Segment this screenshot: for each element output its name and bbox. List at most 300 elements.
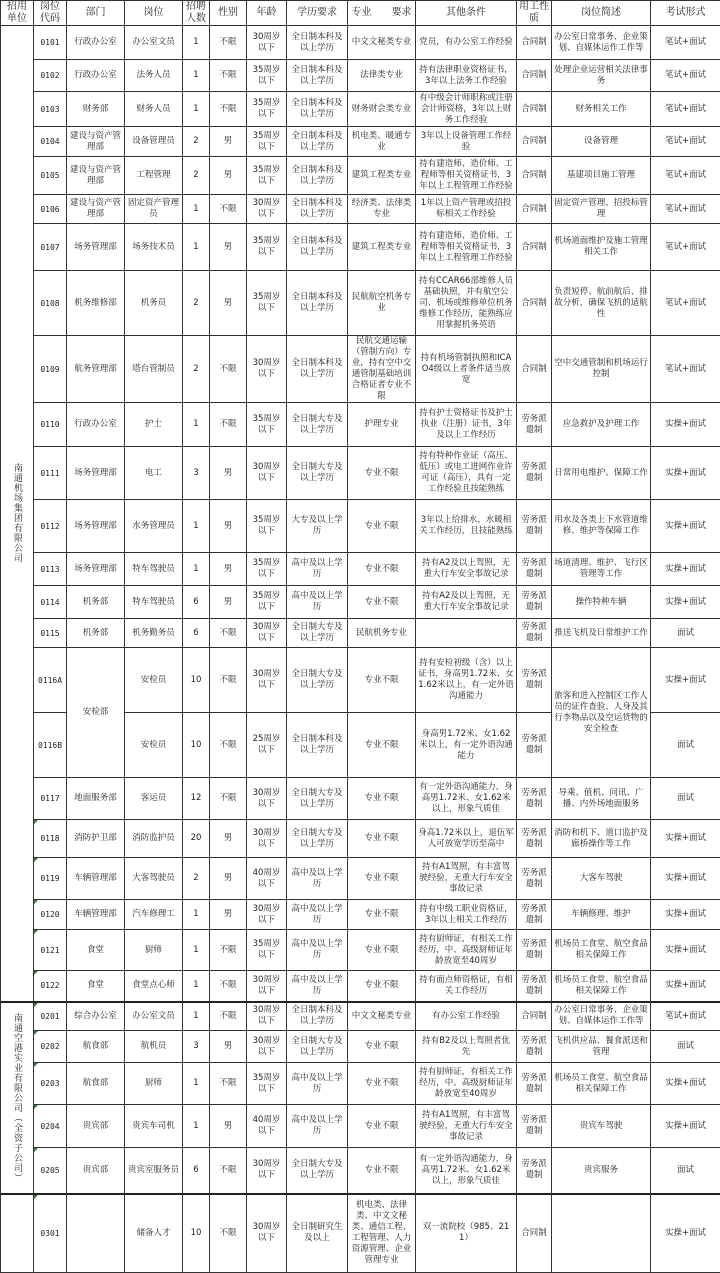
cell-other: 持有建造师、造价师、工程师等相关资格证书，3年以上工程管理工作经验	[416, 224, 517, 271]
table-row	[1, 157, 720, 195]
header-row	[1, 1, 720, 26]
cell-num: 1	[183, 900, 210, 930]
cell-code: 0102	[34, 60, 67, 92]
cell-edu: 全日制本科及以上学历	[287, 224, 348, 271]
cell-code: 0113	[34, 553, 67, 586]
cell-dept: 建设与资产管理部	[67, 195, 125, 224]
cell-other: 持有A1驾照，有丰富驾驶经验，无重大行车安全事故记录	[416, 858, 517, 900]
cell-exam: 笔试+面试	[651, 195, 720, 224]
cell-num: 3	[183, 1031, 210, 1063]
table-row	[1, 336, 720, 403]
cell-dept: 行政办公室	[67, 403, 125, 447]
cell-age: 30周岁以下	[247, 1031, 287, 1063]
cell-edu: 全日制大专及以上学历	[287, 778, 348, 820]
cell-num: 2	[183, 858, 210, 900]
cell-other: 持有安检初级（含）以上证书，身高男1.72米、女1.62米以上，有一定外语沟通能力	[416, 648, 517, 713]
cell-other: 3年以上给排水、水暖相关工作经历，且技能熟练	[416, 500, 517, 553]
table-row	[1, 1148, 720, 1194]
cell-post: 场务技术员	[125, 224, 183, 271]
cell-exam: 实操+面试	[651, 553, 720, 586]
cell-code: 0106	[34, 195, 67, 224]
cell-age: 30周岁以下	[247, 26, 287, 60]
table-row	[1, 60, 720, 92]
cell-major: 专业不限	[348, 1063, 416, 1105]
cell-dept: 食堂	[67, 930, 125, 971]
table-row	[1, 1031, 720, 1063]
cell-num: 1	[183, 930, 210, 971]
cell-post: 特车驾驶员	[125, 553, 183, 586]
cell-sex: 男	[210, 858, 247, 900]
cell-num: 2	[183, 336, 210, 403]
header-desc: 岗位简述	[552, 1, 651, 26]
cell-sex: 不限	[210, 648, 247, 713]
header-type: 用工性质	[517, 1, 552, 26]
cell-major: 建筑工程类专业	[348, 157, 416, 195]
cell-edu: 全日制本科及以上学历	[287, 713, 348, 778]
cell-major: 专业不限	[348, 1105, 416, 1148]
cell-major: 民航航空机务专业	[348, 271, 416, 336]
cell-other: 有办公室工作经验	[416, 1002, 517, 1031]
header-dept: 部门	[67, 1, 125, 26]
cell-code: 0120	[34, 900, 67, 930]
cell-num: 1	[183, 1063, 210, 1105]
cell-exam: 实操+面试	[651, 900, 720, 930]
cell-edu: 全日制本科及以上学历	[287, 157, 348, 195]
cell-other: 党员，有办公室工作经验	[416, 26, 517, 60]
table-row	[1, 195, 720, 224]
cell-exam: 实操+面试	[651, 1063, 720, 1105]
cell-post: 汽车修理工	[125, 900, 183, 930]
cell-desc: 导乘、值机、问讯、广播、内外场地面服务	[552, 778, 651, 820]
cell-post: 储备人才	[125, 1194, 183, 1273]
table-row	[1, 648, 720, 713]
cell-other: 持有厨师证，有相关工作经历，中、高级厨师证年龄放宽至40周岁	[416, 930, 517, 971]
cell-desc: 旅客和进入控制区工作人员的证件查验、人身及其行李物品以及空运货物的安全检查	[552, 648, 651, 778]
cell-num: 1	[183, 224, 210, 271]
cell-exam: 笔试+面试	[651, 157, 720, 195]
cell-code: 0111	[34, 447, 67, 500]
employer-unit-cell: 南通机场集团有限公司	[1, 26, 34, 1002]
cell-other: 持有机场管制执照和ICAO4级以上者条件适当放宽	[416, 336, 517, 403]
cell-dept: 场务管理部	[67, 447, 125, 500]
cell-post: 机务勤务员	[125, 619, 183, 648]
cell-type: 劳务派遣制	[517, 447, 552, 500]
cell-desc: 负责短停、航前航后、排故分析，确保飞机的适航性	[552, 271, 651, 336]
header-edu: 学历要求	[287, 1, 348, 26]
cell-sex: 男	[210, 157, 247, 195]
cell-exam: 实操+面试	[651, 500, 720, 553]
cell-other: 持有护士资格证书及护士执业（注册）证书，3年及以上工作经历	[416, 403, 517, 447]
cell-code: 0103	[34, 92, 67, 127]
cell-exam: 实操+面试	[651, 971, 720, 1002]
cell-exam: 笔试+面试	[651, 336, 720, 403]
cell-edu: 全日制大专及以上学历	[287, 1148, 348, 1194]
cell-major: 法律类专业	[348, 60, 416, 92]
table-row	[1, 553, 720, 586]
cell-other: 有中级会计师职称或注册会计师资格，3年以上财务工作经验	[416, 92, 517, 127]
cell-code: 0205	[34, 1148, 67, 1194]
cell-type: 劳务派遣制	[517, 1031, 552, 1063]
cell-code: 0108	[34, 271, 67, 336]
cell-age: 35周岁以下	[247, 403, 287, 447]
cell-dept: 行政办公室	[67, 60, 125, 92]
cell-dept: 机务部	[67, 586, 125, 619]
cell-type: 劳务派遣制	[517, 500, 552, 553]
cell-sex: 男	[210, 553, 247, 586]
cell-code: 0204	[34, 1105, 67, 1148]
cell-num: 1	[183, 553, 210, 586]
cell-type: 合同制	[517, 60, 552, 92]
table-row	[1, 900, 720, 930]
cell-exam: 笔试+面试	[651, 92, 720, 127]
cell-sex: 男	[210, 820, 247, 858]
table-row	[1, 92, 720, 127]
cell-post: 特车驾驶员	[125, 586, 183, 619]
cell-edu: 高中及以上学历	[287, 930, 348, 971]
employer-unit-cell	[1, 1194, 34, 1273]
cell-dept: 机务维修部	[67, 271, 125, 336]
cell-num: 1	[183, 92, 210, 127]
cell-desc: 推送飞机及日常维护工作	[552, 619, 651, 648]
cell-age: 30周岁以下	[247, 778, 287, 820]
cell-exam: 笔试+面试	[651, 60, 720, 92]
cell-type: 劳务派遣制	[517, 900, 552, 930]
cell-post: 大客驾驶员	[125, 858, 183, 900]
cell-major: 民航交通运输（管制方向）专业，持有空中交通管制基础培训合格证者专业不限	[348, 336, 416, 403]
cell-major: 专业不限	[348, 648, 416, 713]
cell-num: 1	[183, 971, 210, 1002]
cell-desc: 场道清理、维护、飞行区管理等工作	[552, 553, 651, 586]
cell-exam: 实操+面试	[651, 403, 720, 447]
cell-age: 35周岁以下	[247, 271, 287, 336]
cell-post: 航机员	[125, 1031, 183, 1063]
cell-other: 双一流院校（985、211）	[416, 1194, 517, 1273]
cell-desc: 机场员工食堂、航空食品相关保障工作	[552, 1063, 651, 1105]
cell-dept: 地面服务部	[67, 778, 125, 820]
cell-type: 合同制	[517, 157, 552, 195]
cell-major: 建筑工程类专业	[348, 224, 416, 271]
cell-exam: 实操+面试	[651, 930, 720, 971]
table-row	[1, 619, 720, 648]
cell-code: 0110	[34, 403, 67, 447]
cell-num: 2	[183, 157, 210, 195]
cell-type: 劳务派遣制	[517, 403, 552, 447]
table-row	[1, 1105, 720, 1148]
cell-dept: 贵宾部	[67, 1148, 125, 1194]
cell-type: 劳务派遣制	[517, 820, 552, 858]
cell-num: 6	[183, 1148, 210, 1194]
cell-age: 40周岁以下	[247, 858, 287, 900]
cell-desc: 贵宾服务	[552, 1148, 651, 1194]
table-row	[1, 1194, 720, 1273]
cell-sex: 不限	[210, 1194, 247, 1273]
cell-post: 厨师	[125, 1063, 183, 1105]
cell-post: 水务管理员	[125, 500, 183, 553]
cell-sex: 不限	[210, 92, 247, 127]
cell-edu: 全日制大专及以上学历	[287, 1031, 348, 1063]
cell-major: 中文文秘类专业	[348, 1002, 416, 1031]
cell-post: 机务员	[125, 271, 183, 336]
cell-edu: 高中及以上学历	[287, 586, 348, 619]
table-row	[1, 447, 720, 500]
cell-edu: 全日制本科及以上学历	[287, 92, 348, 127]
cell-exam: 面试	[651, 619, 720, 648]
cell-major: 财务财会类专业	[348, 92, 416, 127]
cell-age: 30周岁以下	[247, 648, 287, 713]
cell-code: 0101	[34, 26, 67, 60]
table-row	[1, 1063, 720, 1105]
cell-type: 劳务派遣制	[517, 1063, 552, 1105]
header-post: 岗位	[125, 1, 183, 26]
table-row	[1, 127, 720, 157]
cell-desc: 消防和机下、道口监护及廊桥操作等工作	[552, 820, 651, 858]
cell-type: 劳务派遣制	[517, 1105, 552, 1148]
cell-sex: 男	[210, 447, 247, 500]
cell-code: 0116B	[34, 713, 67, 778]
cell-type: 合同制	[517, 336, 552, 403]
cell-code: 0105	[34, 157, 67, 195]
cell-post: 财务人员	[125, 92, 183, 127]
cell-desc: 日常用电维护、保障工作	[552, 447, 651, 500]
cell-type: 合同制	[517, 26, 552, 60]
cell-age: 35周岁以下	[247, 60, 287, 92]
cell-age: 30周岁以下	[247, 336, 287, 403]
cell-major: 专业不限	[348, 858, 416, 900]
cell-exam: 实操+面试	[651, 1194, 720, 1273]
cell-num: 1	[183, 1105, 210, 1148]
cell-exam: 实操+面试	[651, 447, 720, 500]
table-row	[1, 778, 720, 820]
cell-age: 30周岁以下	[247, 820, 287, 858]
cell-other: 持有A2及以上驾照，无重大行车安全事故记录	[416, 553, 517, 586]
table-row	[1, 930, 720, 971]
cell-edu: 全日制大专及以上学历	[287, 648, 348, 713]
cell-code: 0117	[34, 778, 67, 820]
cell-major: 专业不限	[348, 778, 416, 820]
cell-num: 1	[183, 26, 210, 60]
cell-sex: 不限	[210, 1148, 247, 1194]
cell-other: 持有厨师证，有相关工作经历，中、高级厨师证年龄放宽至40周岁	[416, 1063, 517, 1105]
cell-other: 有一定外语沟通能力，身高男1.72米、女1.62米以上，形象气质佳	[416, 1148, 517, 1194]
cell-age: 30周岁以下	[247, 195, 287, 224]
cell-type: 劳务派遣制	[517, 553, 552, 586]
cell-exam: 实操+面试	[651, 820, 720, 858]
cell-other	[416, 619, 517, 648]
cell-age: 30周岁以下	[247, 900, 287, 930]
cell-sex: 不限	[210, 1002, 247, 1031]
cell-post: 办公室文员	[125, 26, 183, 60]
cell-dept: 车辆管理部	[67, 858, 125, 900]
cell-age: 35周岁以下	[247, 930, 287, 971]
cell-major: 专业不限	[348, 1148, 416, 1194]
cell-desc: 机场道面维护及施工管理相关工作	[552, 224, 651, 271]
cell-num: 1	[183, 195, 210, 224]
cell-major: 专业不限	[348, 447, 416, 500]
cell-type: 劳务派遣制	[517, 713, 552, 778]
cell-age: 35周岁以下	[247, 92, 287, 127]
cell-sex: 不限	[210, 778, 247, 820]
cell-exam: 笔试+面试	[651, 26, 720, 60]
cell-desc: 车辆修理、维护	[552, 900, 651, 930]
cell-major: 护理专业	[348, 403, 416, 447]
cell-sex: 男	[210, 1105, 247, 1148]
cell-num: 3	[183, 447, 210, 500]
cell-desc: 应急救护及护理工作	[552, 403, 651, 447]
cell-num: 10	[183, 1194, 210, 1273]
cell-num: 6	[183, 619, 210, 648]
cell-post: 护士	[125, 403, 183, 447]
cell-age: 35周岁以下	[247, 157, 287, 195]
cell-edu: 全日制大专及以上学历	[287, 403, 348, 447]
cell-code: 0112	[34, 500, 67, 553]
cell-other: 持有建造师、造价师、工程师等相关资格证书，3年以上工程管理工作经验	[416, 157, 517, 195]
cell-sex: 男	[210, 900, 247, 930]
cell-dept: 综合办公室	[67, 1002, 125, 1031]
cell-edu: 全日制大专及以上学历	[287, 447, 348, 500]
cell-dept: 安检部	[67, 648, 125, 778]
header-major: 专业 要求	[348, 1, 416, 26]
cell-type: 合同制	[517, 92, 552, 127]
cell-sex: 不限	[210, 60, 247, 92]
cell-other: 持有A1驾照，有丰富驾驶经验，无重大行车安全事故记录	[416, 1105, 517, 1148]
cell-num: 1	[183, 1002, 210, 1031]
cell-type: 劳务派遣制	[517, 778, 552, 820]
cell-age: 30周岁以下	[247, 447, 287, 500]
cell-other: 身高1.72米以上，退伍军人可放宽学历至高中	[416, 820, 517, 858]
cell-major: 专业不限	[348, 500, 416, 553]
header-age: 年龄	[247, 1, 287, 26]
cell-desc: 操作特种车辆	[552, 586, 651, 619]
cell-edu: 大专及以上学历	[287, 500, 348, 553]
cell-exam: 笔试+面试	[651, 271, 720, 336]
cell-post: 贵宾车司机	[125, 1105, 183, 1148]
cell-desc: 办公室日常事务、企业策划、自媒体运作工作等	[552, 1002, 651, 1031]
cell-desc: 机场员工食堂、航空食品相关保障工作	[552, 930, 651, 971]
header-sex: 性别	[210, 1, 247, 26]
table-row	[1, 1002, 720, 1031]
cell-code: 0104	[34, 127, 67, 157]
cell-edu: 高中及以上学历	[287, 1063, 348, 1105]
cell-num: 2	[183, 271, 210, 336]
cell-post: 消防监护员	[125, 820, 183, 858]
table-row	[1, 820, 720, 858]
cell-code: 0118	[34, 820, 67, 858]
cell-post: 固定资产管理员	[125, 195, 183, 224]
cell-sex: 不限	[210, 195, 247, 224]
cell-major: 机电类、暖通专业	[348, 127, 416, 157]
cell-desc: 财务相关工作	[552, 92, 651, 127]
cell-edu: 全日制本科及以上学历	[287, 195, 348, 224]
header-num: 招聘人数	[183, 1, 210, 26]
cell-num: 10	[183, 713, 210, 778]
table-row	[1, 224, 720, 271]
cell-major: 民航机务专业	[348, 619, 416, 648]
cell-other: 有一定外语沟通能力，身高男1.72米、女1.62米以上，形象气质佳	[416, 778, 517, 820]
cell-edu: 高中及以上学历	[287, 553, 348, 586]
cell-other: 身高男1.72米、女1.62米以上，有一定外语沟通能力	[416, 713, 517, 778]
cell-desc: 办公室日常事务、企业策划、自媒体运作工作等	[552, 26, 651, 60]
cell-age: 35周岁以下	[247, 127, 287, 157]
cell-desc: 基建项目施工管理	[552, 157, 651, 195]
cell-type: 劳务派遣制	[517, 619, 552, 648]
cell-edu: 高中及以上学历	[287, 971, 348, 1002]
cell-edu: 高中及以上学历	[287, 858, 348, 900]
cell-age: 30周岁以下	[247, 1002, 287, 1031]
table-row	[1, 403, 720, 447]
cell-desc: 处理企业运营相关法律事务	[552, 60, 651, 92]
cell-dept: 机务部	[67, 619, 125, 648]
cell-num: 1	[183, 60, 210, 92]
cell-num: 12	[183, 778, 210, 820]
cell-exam: 面试	[651, 778, 720, 820]
cell-sex: 不限	[210, 26, 247, 60]
cell-post: 塔台管制员	[125, 336, 183, 403]
cell-desc: 大客车驾驶	[552, 858, 651, 900]
cell-code: 0107	[34, 224, 67, 271]
cell-sex: 男	[210, 271, 247, 336]
cell-other: 持有面点师资格证，有相关工作经历	[416, 971, 517, 1002]
cell-dept: 建设与资产管理部	[67, 127, 125, 157]
cell-other: 持有A2及以上驾照，无重大行车安全事故记录	[416, 586, 517, 619]
cell-age: 30周岁以下	[247, 971, 287, 1002]
cell-other: 持有中级工职业资格证，3年以上相关工作经历	[416, 900, 517, 930]
cell-num: 2	[183, 127, 210, 157]
cell-dept: 消防护卫部	[67, 820, 125, 858]
cell-post: 厨师	[125, 930, 183, 971]
cell-type: 合同制	[517, 1194, 552, 1273]
cell-dept: 航食部	[67, 1031, 125, 1063]
cell-num: 20	[183, 820, 210, 858]
cell-sex: 不限	[210, 619, 247, 648]
cell-type: 合同制	[517, 195, 552, 224]
cell-desc: 设备管理	[552, 127, 651, 157]
cell-age: 30周岁以下	[247, 1148, 287, 1194]
cell-edu: 全日制大专及以上学历	[287, 619, 348, 648]
cell-age: 35周岁以下	[247, 553, 287, 586]
cell-sex: 不限	[210, 336, 247, 403]
cell-other: 1年以上资产管理或招投标相关工作经验	[416, 195, 517, 224]
cell-code: 0201	[34, 1002, 67, 1031]
cell-exam: 面试	[651, 1148, 720, 1194]
cell-major: 专业不限	[348, 1031, 416, 1063]
cell-major: 专业不限	[348, 930, 416, 971]
cell-type: 劳务派遣制	[517, 971, 552, 1002]
cell-code: 0301	[34, 1194, 67, 1273]
cell-type: 劳务派遣制	[517, 586, 552, 619]
cell-sex: 不限	[210, 971, 247, 1002]
cell-edu: 全日制大专及以上学历	[287, 820, 348, 858]
cell-exam: 笔试+面试	[651, 224, 720, 271]
cell-edu: 全日制本科及以上学历	[287, 26, 348, 60]
cell-type: 合同制	[517, 1002, 552, 1031]
table-row	[1, 271, 720, 336]
cell-desc: 空中交通管制和机场运行控制	[552, 336, 651, 403]
cell-edu: 全日制本科及以上学历	[287, 127, 348, 157]
cell-edu: 全日制本科及以上学历	[287, 336, 348, 403]
cell-dept: 车辆管理部	[67, 900, 125, 930]
header-other: 其他条件	[416, 1, 517, 26]
cell-post: 电工	[125, 447, 183, 500]
cell-exam: 实操+面试	[651, 1105, 720, 1148]
cell-exam: 面试	[651, 713, 720, 778]
table-row	[1, 586, 720, 619]
cell-type: 劳务派遣制	[517, 1148, 552, 1194]
cell-post: 办公室文员	[125, 1002, 183, 1031]
cell-age: 35周岁以下	[247, 500, 287, 553]
cell-num: 6	[183, 586, 210, 619]
cell-sex: 不限	[210, 930, 247, 971]
cell-post: 食堂点心师	[125, 971, 183, 1002]
